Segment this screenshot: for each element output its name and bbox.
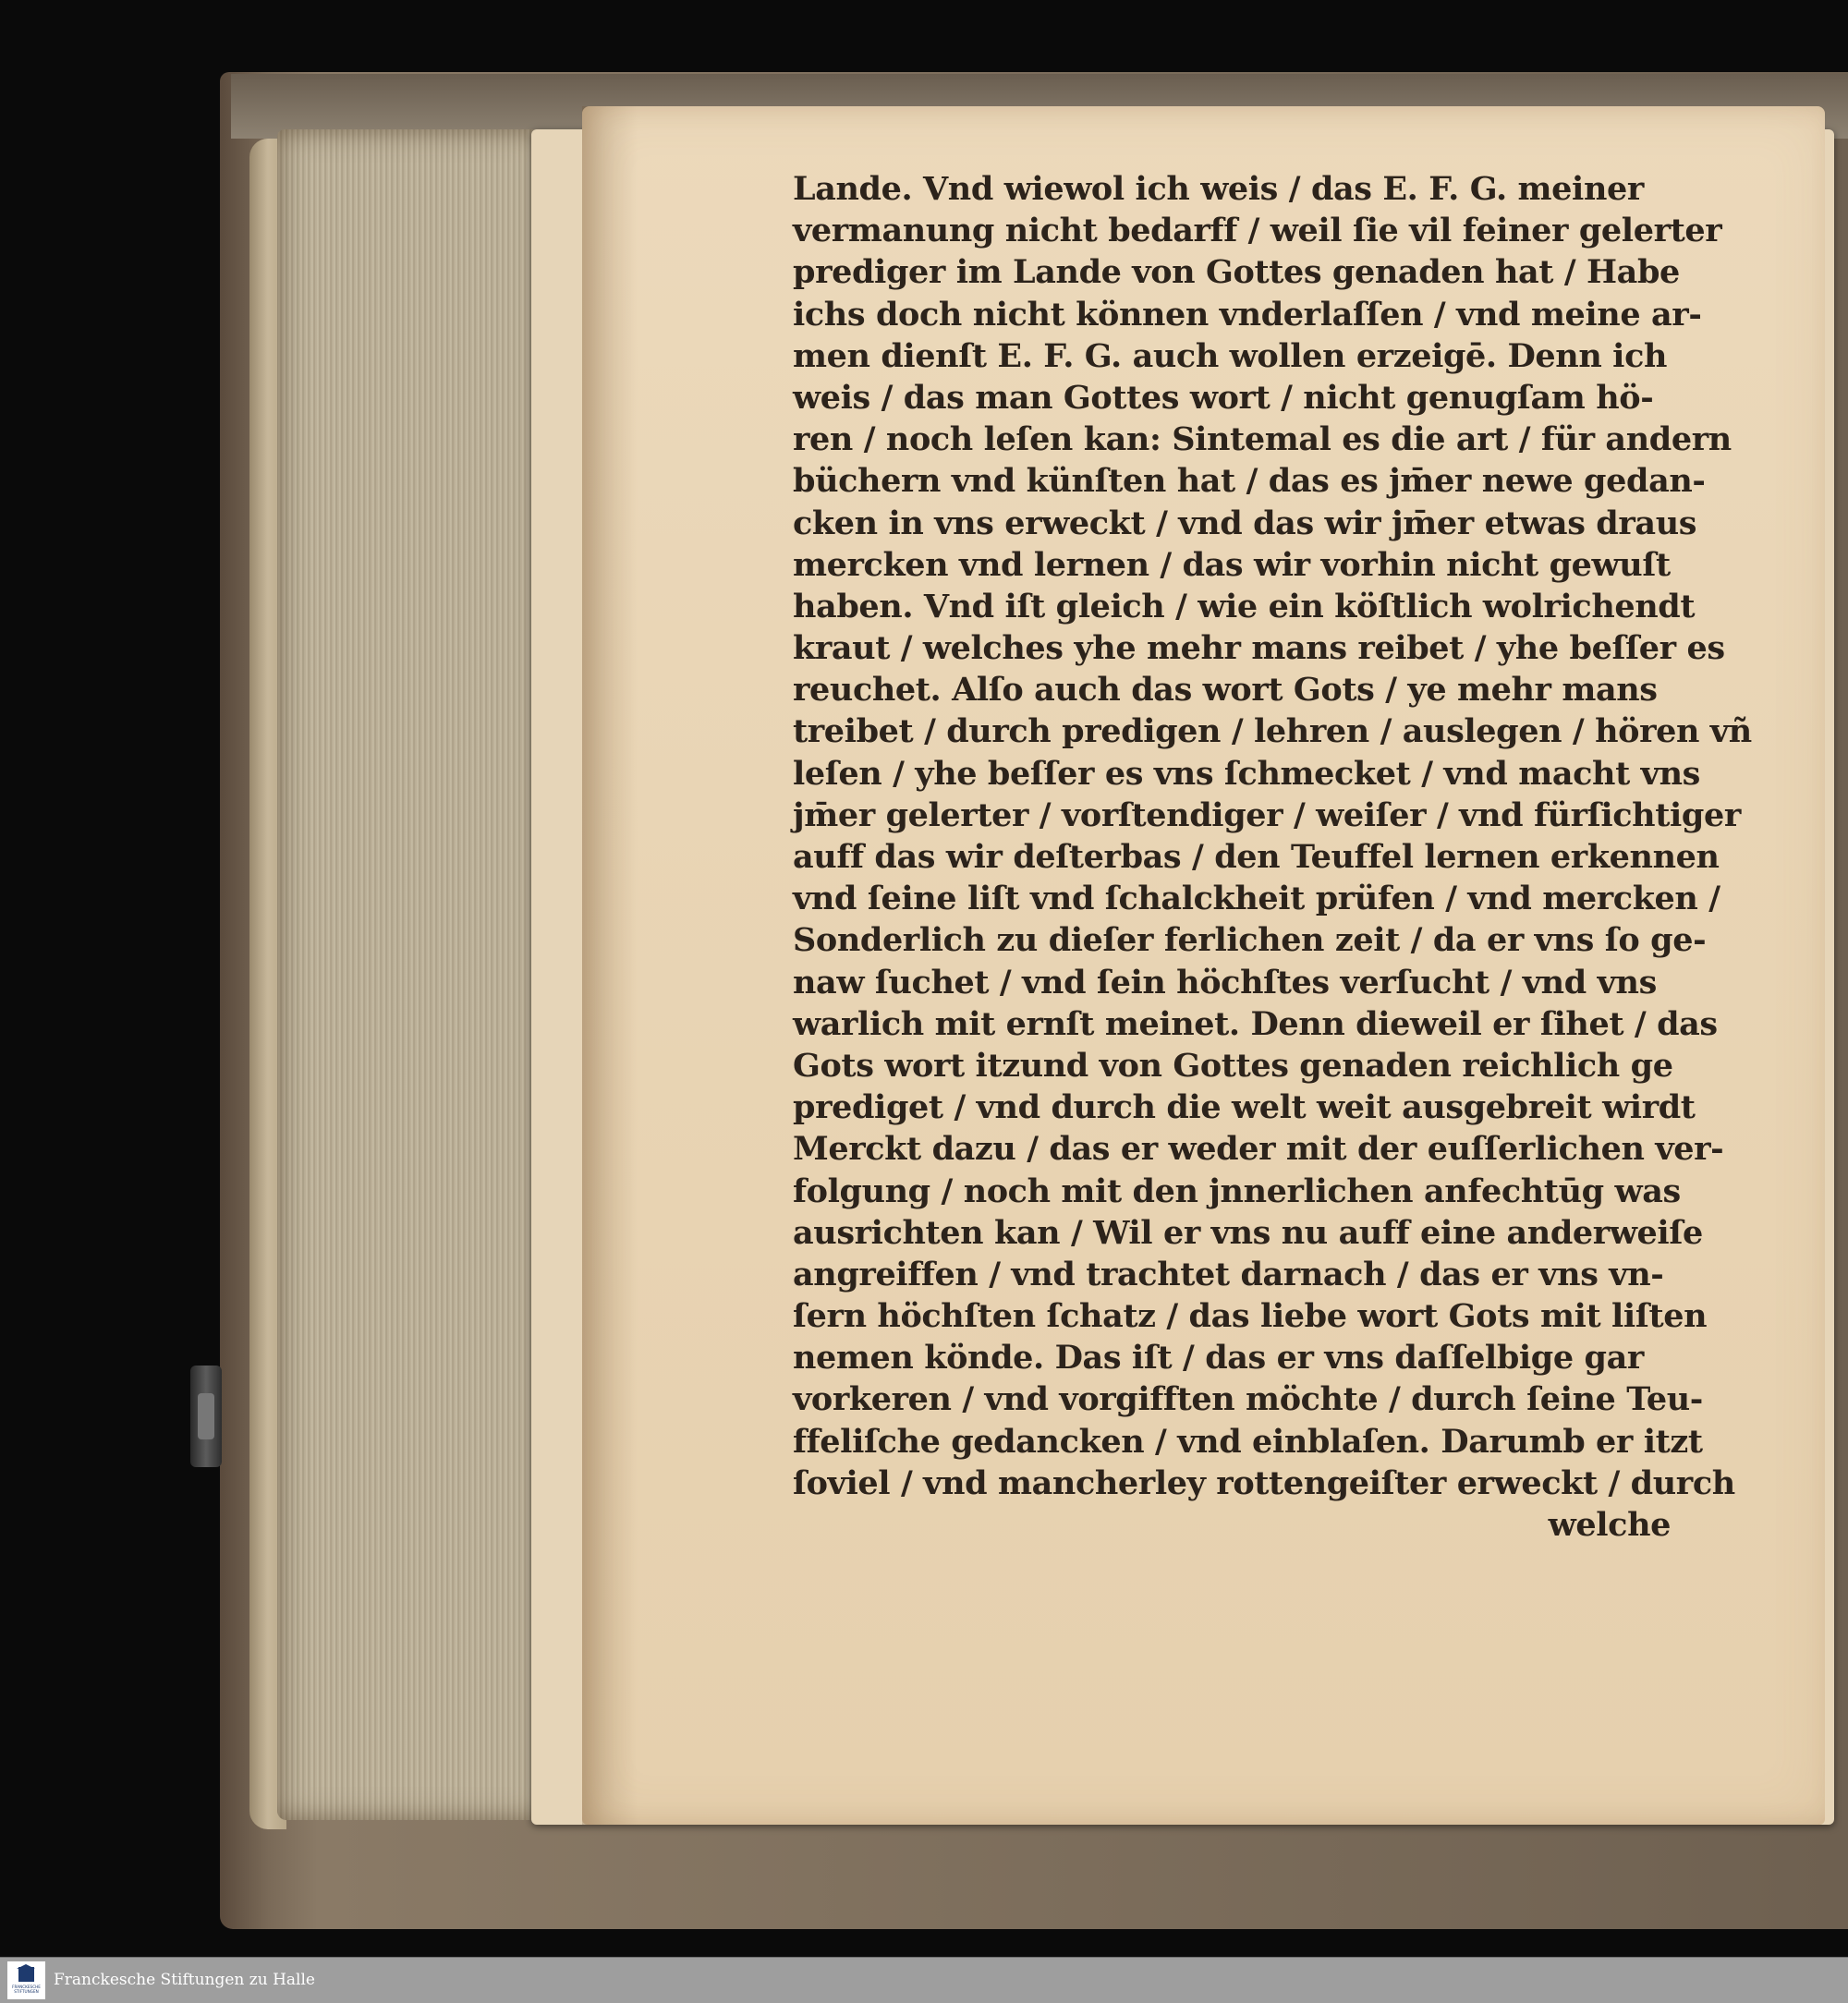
text-line: jm̄er gelerter / vorſtendiger / weiſer / vnd fürſichtiger xyxy=(793,795,1741,834)
text-line: men dienſt E. F. G. auch wollen erzeigē. Denn ich xyxy=(793,336,1668,375)
text-line: weis / das man Gottes wort / nicht genugſam hö- xyxy=(793,378,1654,417)
text-line: mercken vnd lernen / das wir vorhin nicht gewuſt xyxy=(793,545,1671,584)
text-line: ſern höchſten ſchatz / das liebe wort Gots mit liſten xyxy=(793,1297,1708,1336)
text-line: ren / noch leſen kan: Sintemal es die art / für andern xyxy=(793,420,1732,459)
page-block-edges xyxy=(277,129,545,1820)
text-line: vnd ſeine liſt vnd ſchalckheit prüfen / vnd mercken / xyxy=(793,880,1720,918)
logo-building-icon xyxy=(18,1967,34,1982)
text-line: Lande. Vnd wiewol ich weis / das E. F. G. meiner xyxy=(793,170,1644,208)
text-line: treibet / durch predigen / lehren / auslegen / hören vñ xyxy=(793,712,1752,751)
text-line: Gots wort itzund von Gottes genaden reichlich ge xyxy=(793,1046,1673,1085)
text-line: warlich mit ernſt meinet. Denn dieweil er ſihet / das xyxy=(793,1004,1718,1043)
logo-text: FRANCKESCHE STIFTUNGEN xyxy=(12,1985,41,1994)
text-line: folgung / noch mit den jnnerlichen anfechtūg was xyxy=(793,1171,1681,1210)
viewer-footer xyxy=(0,1957,1848,2003)
text-line: Sonderlich zu dieſer ferlichen zeit / da er vns ſo ge- xyxy=(793,921,1707,960)
gutter-shadow xyxy=(582,106,638,1825)
institution-logo[interactable] xyxy=(7,1961,45,1999)
text-line: naw ſuchet / vnd ſein höchſtes verſucht / vnd vns xyxy=(793,963,1657,1002)
text-line: reuchet. Alſo auch das wort Gots / ye mehr mans xyxy=(793,671,1658,710)
text-line: ffeliſche gedancken / vnd einblaſen. Darumb er itzt xyxy=(793,1422,1703,1461)
text-line: kraut / welches yhe mehr mans reibet / yhe beſſer es xyxy=(793,629,1725,668)
text-line: vermanung nicht bedarff / weil ſie vil feiner gelerter xyxy=(793,212,1722,250)
text-line: cken in vns erweckt / vnd das wir jm̄er etwas draus xyxy=(793,504,1697,542)
text-line: angreiffen / vnd trachtet darnach / das er vns vn- xyxy=(793,1255,1664,1293)
clasp-knob xyxy=(198,1393,214,1439)
institution-label[interactable]: Franckesche Stiftungen zu Halle xyxy=(54,1971,315,1989)
text-line: ichs doch nicht können vnderlaſſen / vnd meine ar- xyxy=(793,295,1702,334)
text-line: prediget / vnd durch die welt weit ausgebreit wirdt xyxy=(793,1088,1696,1127)
text-line: haben. Vnd iſt gleich / wie ein köſtlich wolrichendt xyxy=(793,587,1696,625)
text-line: büchern vnd künſten hat / das es jm̄er newe gedan- xyxy=(793,462,1706,501)
text-line: ausrichten kan / Wil er vns nu auff eine anderweiſe xyxy=(793,1213,1703,1252)
text-line: nemen könde. Das iſt / das er vns daſſelbige gar xyxy=(793,1339,1644,1378)
text-line: ſoviel / vnd mancherley rottengeiſter erweckt / durch xyxy=(793,1463,1735,1502)
text-line: leſen / yhe beſſer es vns ſchmecket / vnd macht vns xyxy=(793,754,1700,793)
catchword: welche xyxy=(1548,1506,1671,1544)
text-line: Merckt dazu / das er weder mit der euſſerlichen ver- xyxy=(793,1130,1724,1169)
clasp-icon xyxy=(190,1366,222,1467)
text-line: auff das wir deſterbas / den Teuffel lernen erkennen xyxy=(793,838,1720,876)
text-line: prediger im Lande von Gottes genaden hat / Habe xyxy=(793,253,1680,292)
page-text-block xyxy=(793,168,1752,1546)
text-line: vorkeren / vnd vorgifften möchte / durch ſeine Teu- xyxy=(793,1380,1703,1419)
